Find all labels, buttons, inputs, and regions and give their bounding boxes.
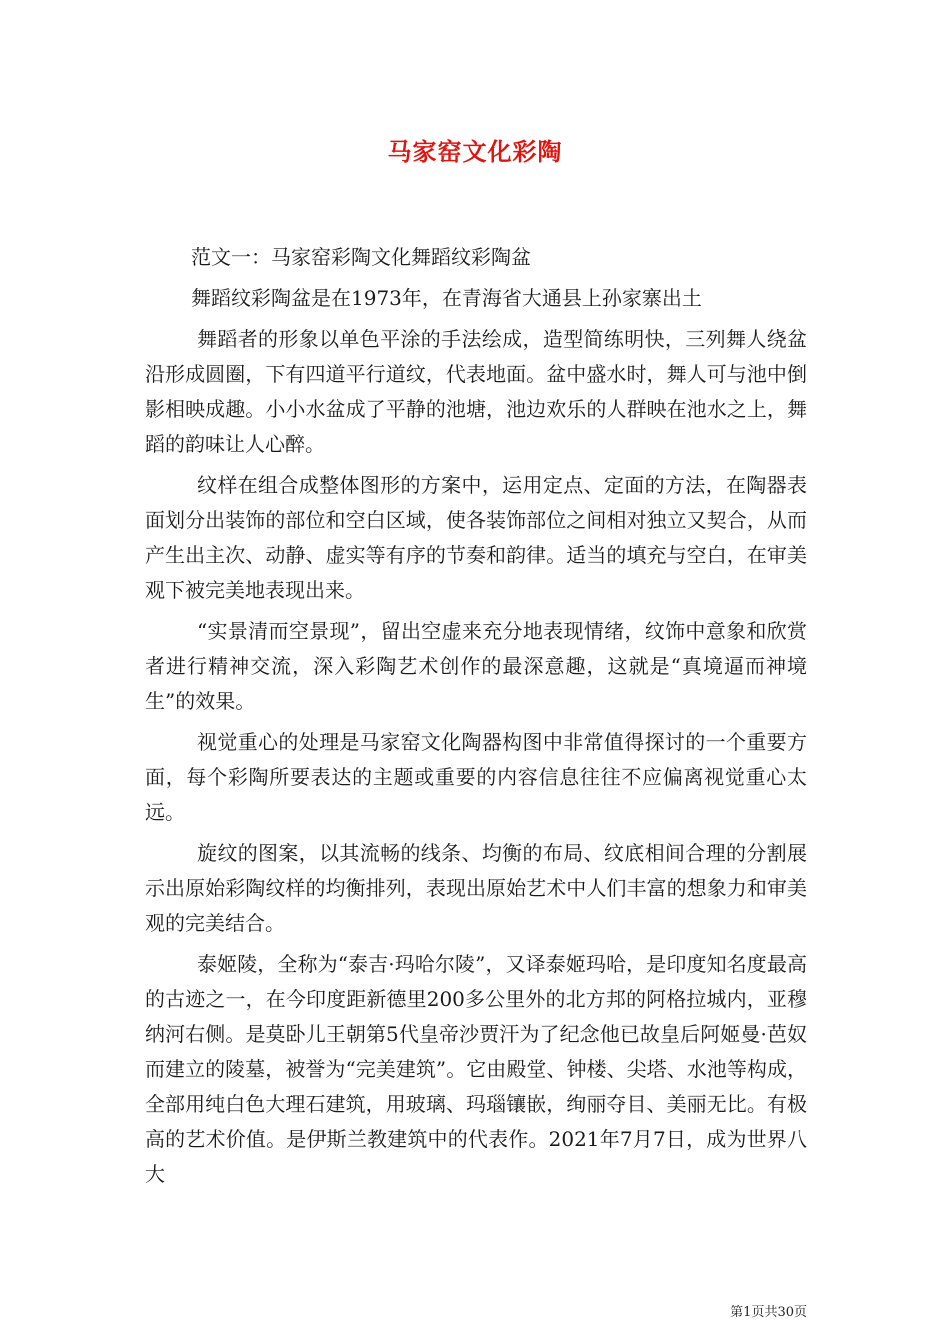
- paragraph: 视觉重心的处理是马家窑文化陶器构图中非常值得探讨的一个重要方面，每个彩陶所要表达的主题或重要的内容信息往往不应偏离视觉重心太远。: [145, 730, 807, 824]
- paragraph: 泰姬陵，全称为“泰吉·玛哈尔陵”，又译泰姬玛哈，是印度知名度最高的古迹之一，在今印度距新德里200多公里外的北方邦的阿格拉城内，亚穆纳河右侧。是莫卧儿王朝第5代皇帝沙贾汗为了纪念他已故皇后阿姬曼·芭奴而建立的陵墓，被誉为“完美建筑”。它由殿堂、钟楼、尖塔、水池等构成，全部用纯白色大理石建筑，用玻璃、玛瑙镶嵌，绚丽夺目、美丽无比。有极高的艺术价值。是伊斯兰教建筑中的代表作。2021年7月7日，成为世界八大: [145, 952, 807, 1186]
- document-title: 马家窑文化彩陶: [387, 137, 563, 166]
- document-body: [145, 240, 807, 1198]
- paragraph: 舞蹈者的形象以单色平涂的手法绘成，造型简练明快，三列舞人绕盆沿形成圆圈，下有四道平行道纹，代表地面。盆中盛水时，舞人可与池中倒影相映成趣。小小水盆成了平静的池塘，池边欢乐的人群映在池水之上，舞蹈的韵味让人心醉。: [145, 327, 807, 456]
- paragraph: 旋纹的图案，以其流畅的线条、均衡的布局、纹底相间合理的分割展示出原始彩陶纹样的均衡排列，表现出原始艺术中人们丰富的想象力和审美观的完美结合。: [145, 841, 807, 935]
- paragraph-heading: 范文一：马家窑彩陶文化舞蹈纹彩陶盆: [191, 245, 531, 269]
- paragraph: 纹样在组合成整体图形的方案中，运用定点、定面的方法，在陶器表面划分出装饰的部位和空白区域，使各装饰部位之间相对独立又契合，从而产生出主次、动静、虚实等有序的节奏和韵律。适当的填充与空白，在审美观下被完美地表现出来。: [145, 473, 807, 602]
- paragraph: “实景清而空景现”，留出空虚来充分地表现情绪，纹饰中意象和欣赏者进行精神交流，深入彩陶艺术创作的最深意趣，这就是“真境逼而神境生”的效果。: [145, 619, 807, 713]
- paragraph: 舞蹈纹彩陶盆是在1973年，在青海省大通县上孙家寨出土: [191, 286, 702, 310]
- page-number-footer: 第1页共30页: [730, 1305, 807, 1320]
